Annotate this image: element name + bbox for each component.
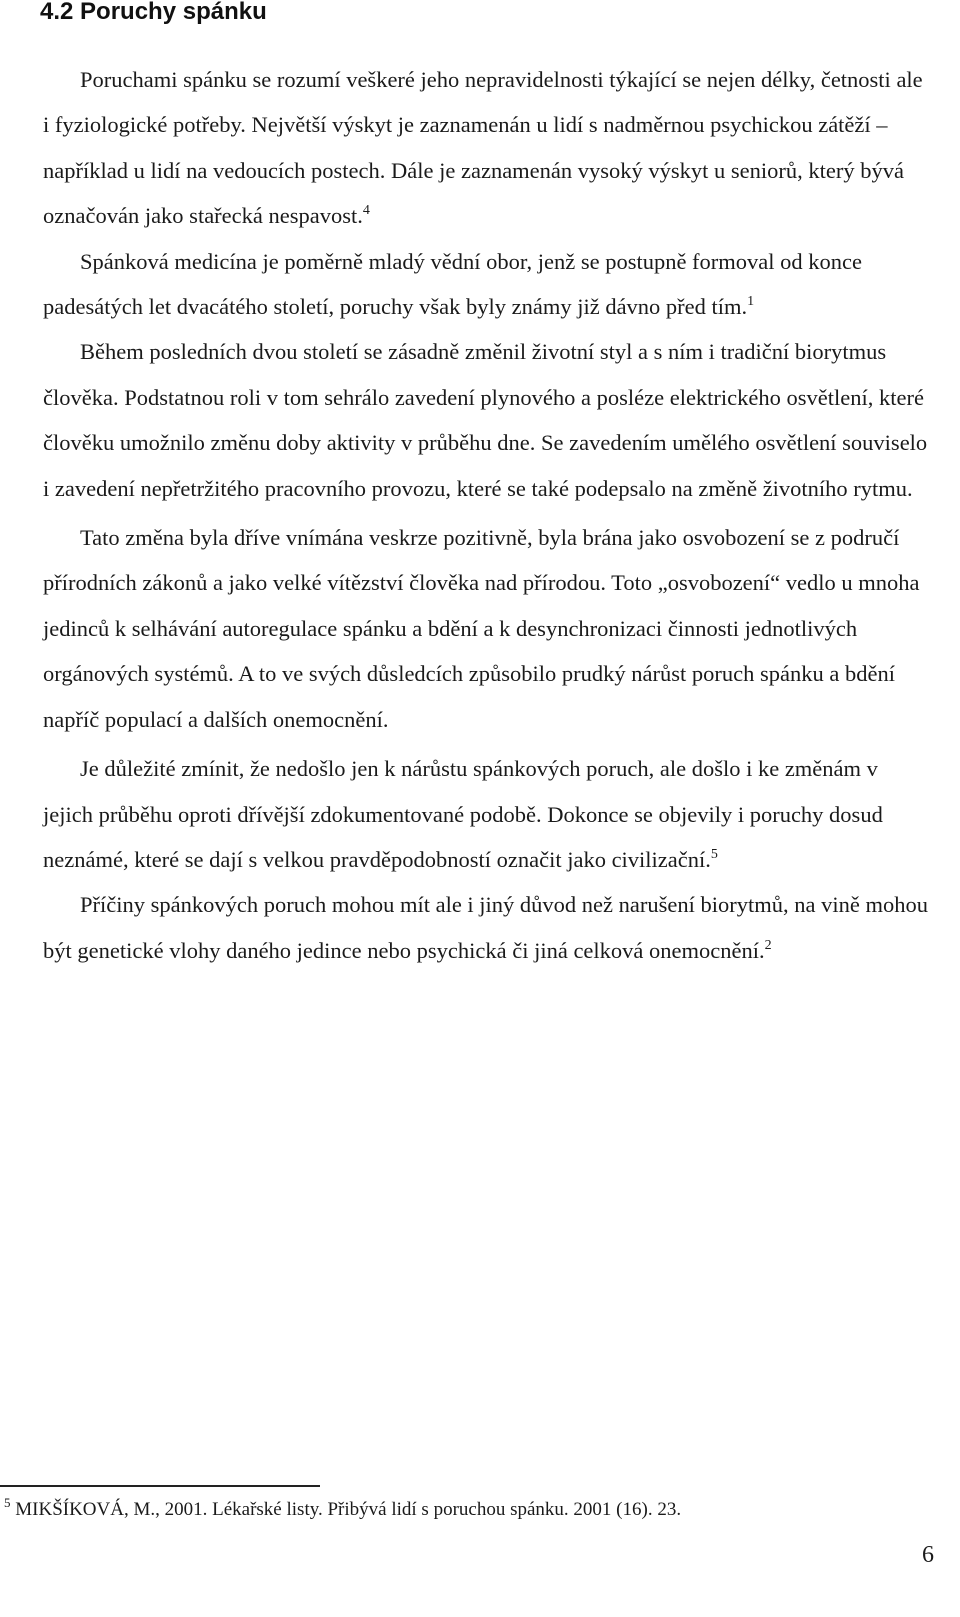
paragraph-4-text: Tato změna byla dříve vnímána veskrze pozitivně, byla brána jako osvobození se z područí přírodních zákonů a jako velké vítězství člověka nad přírodou. Toto „osvobození“ vedlo u mnoha jedinců k selhávání autoregulace spánku a bdění a k desynchronizaci činnosti jednotlivých orgánových systémů. A to ve svých důsledcích způsobilo prudký nárůst poruch spánku a bdění napříč populací a dalších onemocnění. (43, 525, 920, 732)
page-number: 6 (922, 1542, 934, 1568)
body-text (43, 57, 933, 973)
paragraph-1 (43, 57, 933, 239)
paragraph-5 (43, 746, 933, 882)
footnote-number: 5 (4, 1495, 11, 1510)
paragraph-3 (43, 329, 933, 511)
paragraph-6 (43, 882, 933, 973)
paragraph-2 (43, 239, 933, 330)
section-heading: 4.2 Poruchy spánku (40, 0, 267, 25)
footnote-divider (0, 1485, 320, 1487)
footnote (4, 1497, 904, 1523)
footnote-text: MIKŠÍKOVÁ, M., 2001. Lékařské listy. Přibývá lidí s poruchou spánku. 2001 (16). 23. (10, 1499, 682, 1520)
paragraph-1-text: Poruchami spánku se rozumí veškeré jeho nepravidelnosti týkající se nejen délky, četnosti ale i fyziologické potřeby. Největší výskyt je zaznamenán u lidí s nadměrnou psychickou zátěží – například u lidí na vedoucích postech. Dále je zaznamenán vysoký výskyt u seniorů, který bývá označován jako stařecká nespavost. (43, 67, 923, 229)
paragraph-3-text: Během posledních dvou století se zásadně změnil životní styl a s ním i tradiční biorytmus člověka. Podstatnou roli v tom sehrálo zavedení plynového a posléze elektrického osvětlení, které člověku umožnilo změnu doby aktivity v průběhu dne. Se zavedením umělého osvětlení souviselo i zavedení nepřetržitého pracovního provozu, které se také podepsalo na změně životního rytmu. (43, 339, 928, 501)
paragraph-6-text: Příčiny spánkových poruch mohou mít ale i jiný důvod než narušení biorytmů, na vině mohou být genetické vlohy daného jedince nebo psychická či jiná celková onemocnění. (43, 892, 928, 963)
paragraph-5-text: Je důležité zmínit, že nedošlo jen k nárůstu spánkových poruch, ale došlo i ke změnám v jejich průběhu oproti dřívější zdokumentované podobě. Dokonce se objevily i poruchy dosud neznámé, které se dají s velkou pravděpodobností označit jako civilizační. (43, 756, 883, 872)
footnote-ref-2[interactable]: 2 (764, 937, 772, 953)
footnote-ref-1[interactable]: 1 (747, 294, 755, 310)
footnote-ref-4[interactable]: 4 (362, 203, 370, 219)
paragraph-4 (43, 515, 933, 742)
footnote-ref-5[interactable]: 5 (710, 846, 718, 862)
paragraph-2-text: Spánková medicína je poměrně mladý vědní obor, jenž se postupně formoval od konce padesátých let dvacátého století, poruchy však byly známy již dávno před tím. (43, 248, 863, 320)
